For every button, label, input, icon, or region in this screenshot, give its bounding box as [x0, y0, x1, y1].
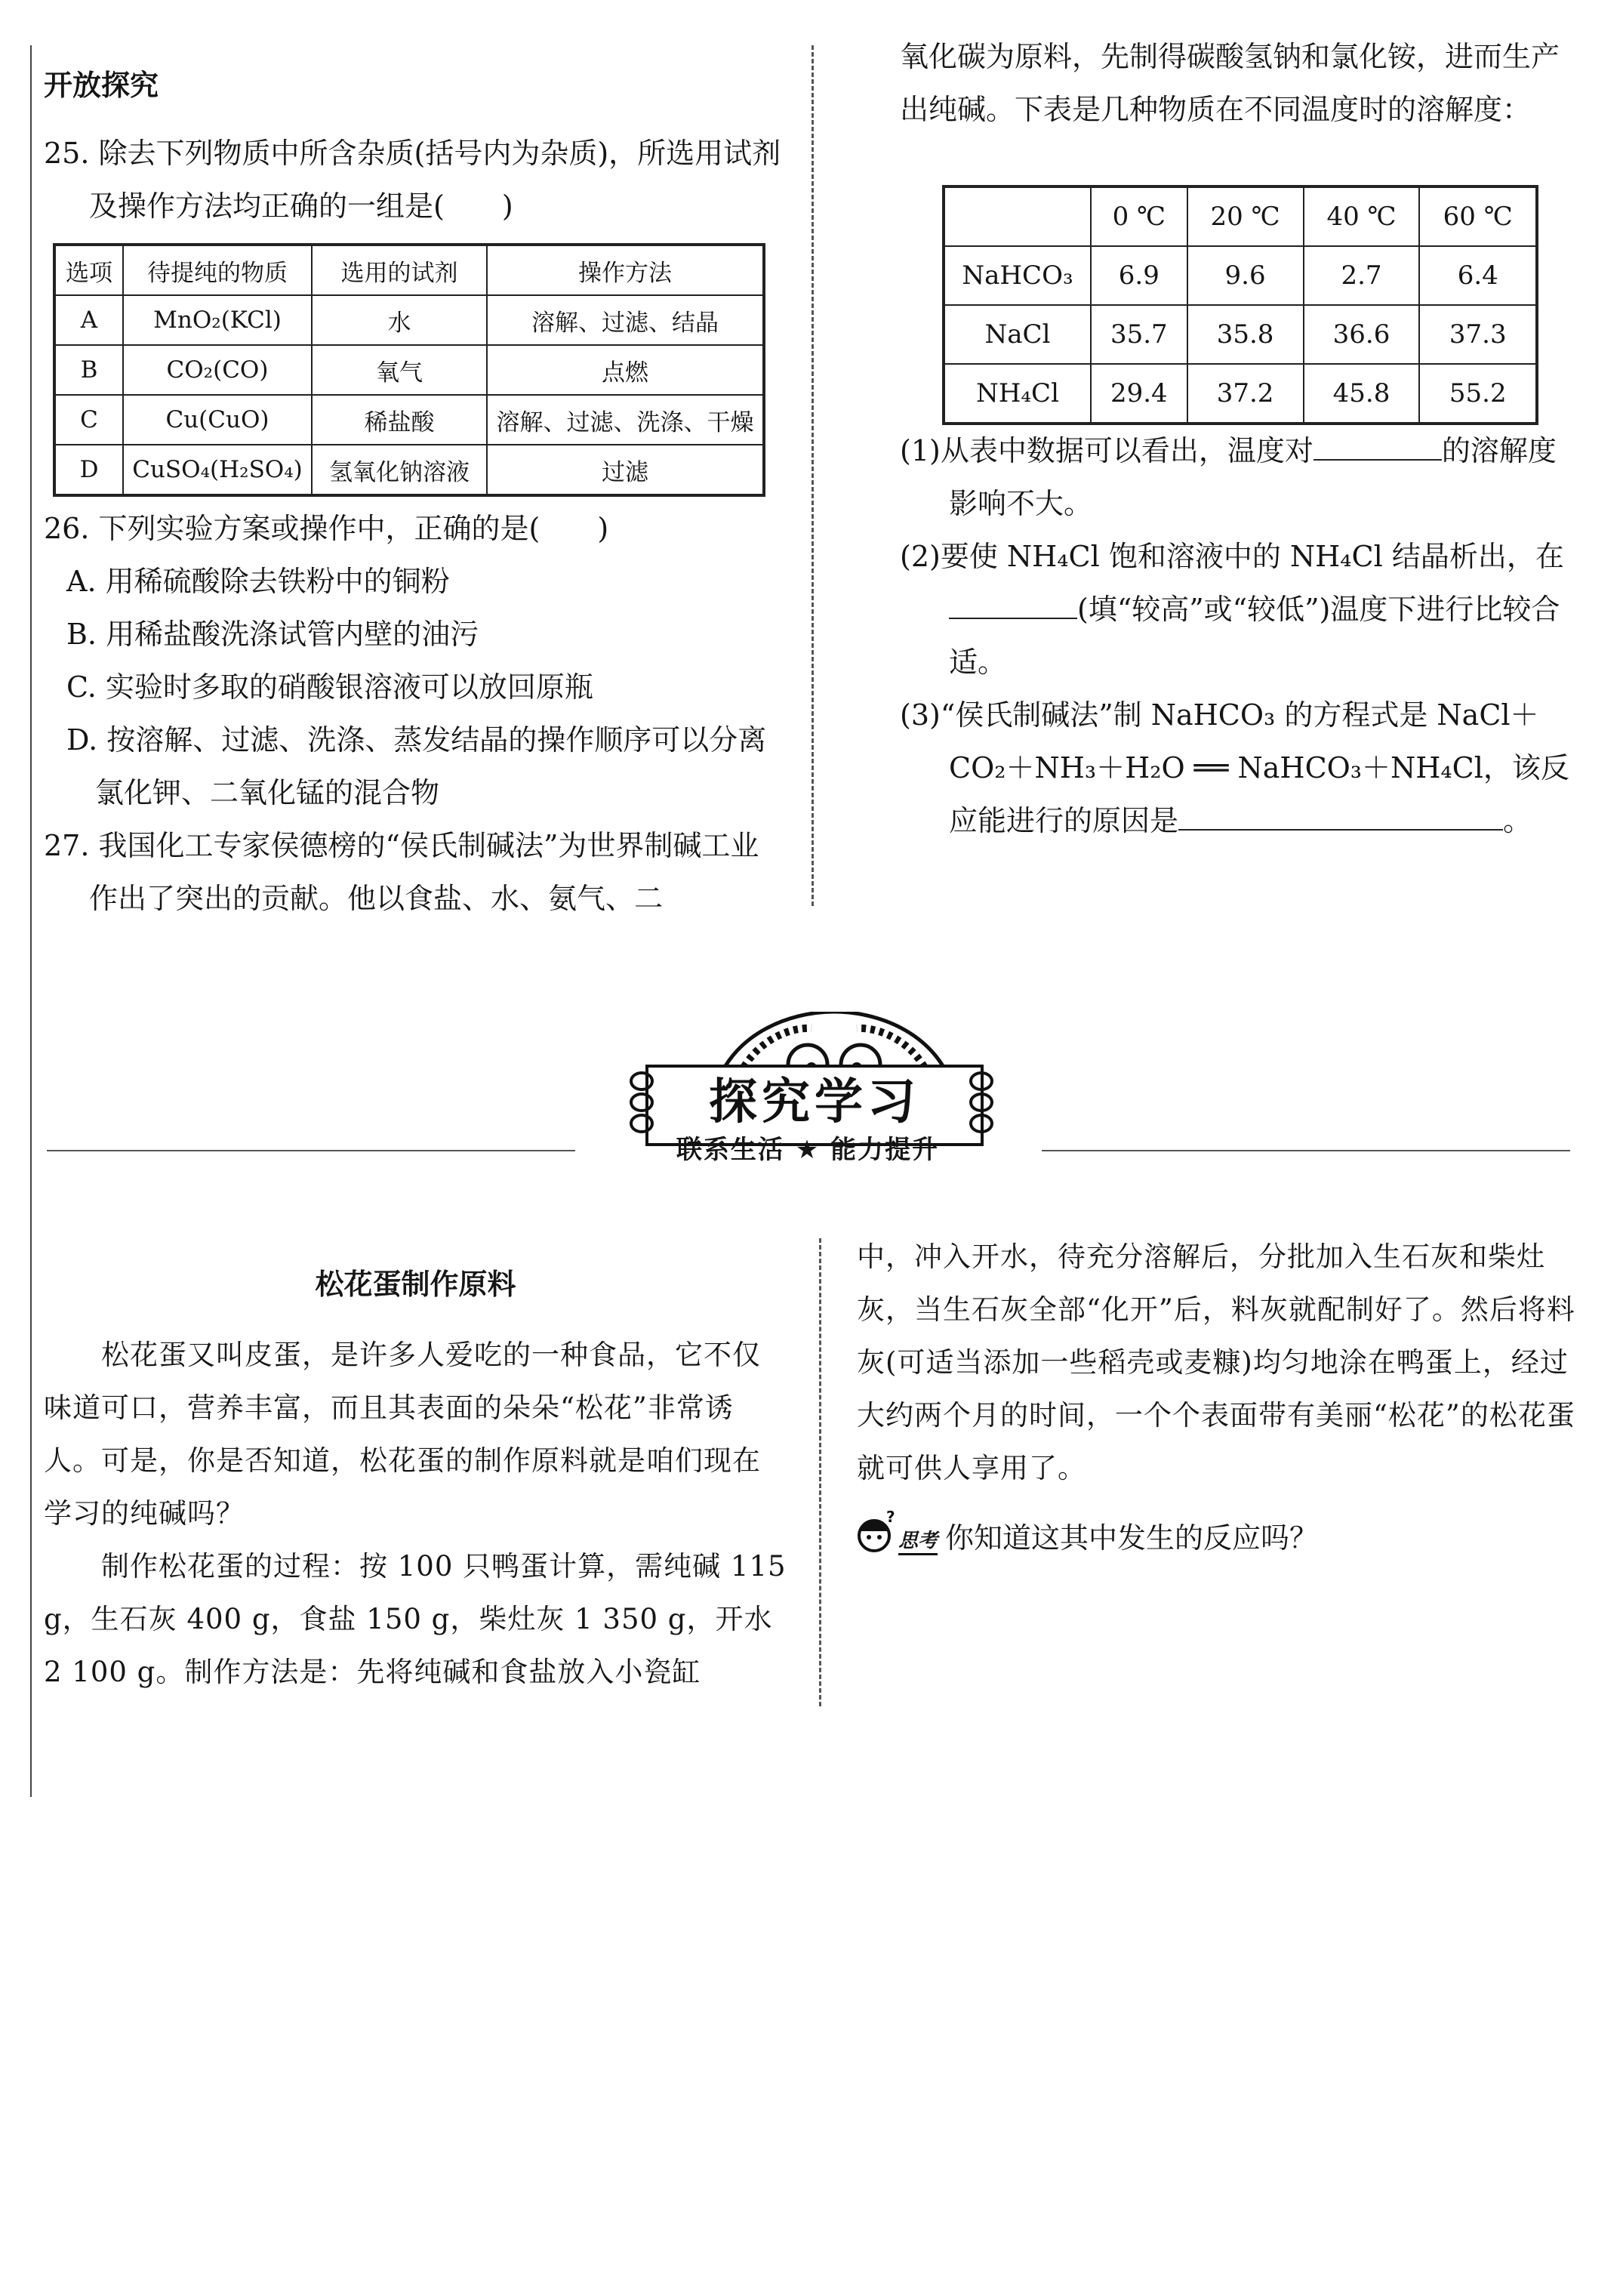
- table-header-cell: [944, 186, 1091, 246]
- table-header-cell: 操作方法: [487, 245, 764, 295]
- table-cell: MnO₂(KCl): [123, 295, 312, 345]
- table-cell: 氢氧化钠溶液: [312, 445, 487, 495]
- table-cell: 55.2: [1419, 364, 1537, 424]
- question-27-stem-right: 氧化碳为原料，先制得碳酸氢钠和氯化铵，进而生产出纯碱。下表是几种物质在不同温度时的溶解度：: [900, 40, 1560, 126]
- table-row: [54, 445, 764, 495]
- table-cell: CO₂(CO): [123, 345, 312, 395]
- option-c: C. 实验时多取的硝酸银溶液可以放回原瓶: [66, 670, 593, 704]
- banner-title: 探究学习: [709, 1074, 920, 1130]
- table-header-cell: 0 ℃: [1091, 186, 1187, 246]
- table-header-cell: 60 ℃: [1419, 186, 1537, 246]
- think-prompt: [853, 1502, 1593, 1570]
- option-d: D. 按溶解、过滤、洗涤、蒸发结晶的操作顺序可以分离氯化钾、二氧化锰的混合物: [66, 723, 767, 809]
- question-25-stem: 25. 除去下列物质中所含杂质(括号内为杂质)，所选用试剂及操作方法均正确的一组是( ): [44, 137, 781, 223]
- part-1-text-a: (1)从表中数据可以看出，温度对: [900, 434, 1313, 467]
- table-header-cell: 选项: [54, 245, 123, 295]
- section-title: 开放探究: [44, 69, 159, 102]
- table-cell: 6.4: [1419, 246, 1537, 305]
- option-b: B. 用稀盐酸洗涤试管内壁的油污: [66, 618, 479, 651]
- option-a: A. 用稀硫酸除去铁粉中的铜粉: [66, 565, 450, 598]
- table-cell: 37.2: [1187, 364, 1304, 424]
- table-row: [944, 305, 1537, 364]
- table-cell: B: [54, 345, 123, 395]
- part-2-text-a: (2)要使 NH₄Cl 饱和溶液中的 NH₄Cl 结晶析出，在: [900, 540, 1564, 573]
- table-cell: NaCl: [944, 305, 1091, 364]
- table-row: [944, 246, 1537, 305]
- divider-line-right: [1042, 1150, 1570, 1151]
- table-cell: NH₄Cl: [944, 364, 1091, 424]
- table-cell: NaHCO₃: [944, 246, 1091, 305]
- table-cell: 35.8: [1187, 305, 1304, 364]
- think-label: 思考: [898, 1525, 938, 1555]
- part-1: [900, 424, 1583, 530]
- table-cell: 水: [312, 295, 487, 345]
- table-row: [944, 364, 1537, 424]
- part-3-text-a: (3)“侯氏制碱法”制 NaHCO₃ 的方程式是 NaCl＋CO₂＋NH₃＋H₂O ══ NaHCO₃＋NH₄Cl，该反应能进行的原因是: [900, 698, 1569, 837]
- banner-subtitle: 联系生活 ★ 能力提升: [676, 1135, 940, 1165]
- answer-blank[interactable]: [1313, 430, 1442, 461]
- reading-paragraph-1: 松花蛋又叫皮蛋，是许多人爱吃的一种食品，它不仅味道可口，营养丰富，而且其表面的朵朵“松花”非常诱人。可是，你是否知道，松花蛋的制作原料就是咱们现在学习的纯碱吗？: [44, 1339, 761, 1530]
- table-row: [54, 345, 764, 395]
- table-cell: C: [54, 395, 123, 445]
- reading-right-column: [857, 1231, 1585, 1495]
- question-27-continued: [900, 30, 1579, 136]
- table-cell: 稀盐酸: [312, 395, 487, 445]
- table-cell: 6.9: [1091, 246, 1187, 305]
- table-header-cell: 20 ℃: [1187, 186, 1304, 246]
- part-3: [900, 689, 1583, 847]
- question-26: [44, 502, 787, 925]
- table-header-cell: 选用的试剂: [312, 245, 487, 295]
- think-question: 你知道这其中发生的反应吗？: [945, 1521, 1319, 1555]
- table-cell: 2.7: [1304, 246, 1420, 305]
- question-27-stem-left: 27. 我国化工专家侯德榜的“侯氏制碱法”为世界制碱工业作出了突出的贡献。他以食盐、水、氨气、二: [44, 829, 759, 915]
- reading-left-column: [44, 1329, 787, 1699]
- table-cell: CuSO₄(H₂SO₄): [123, 445, 312, 495]
- question-25: [44, 127, 787, 233]
- table-cell: A: [54, 295, 123, 345]
- question-26-stem: 26. 下列实验方案或操作中，正确的是( ): [44, 512, 609, 545]
- part-3-text-b: 。: [1503, 804, 1532, 837]
- part-2-text-b: (填“较高”或“较低”)温度下进行比较合适。: [949, 593, 1560, 679]
- table-header-cell: 待提纯的物质: [123, 245, 312, 295]
- table-cell: D: [54, 445, 123, 495]
- thinking-face-icon: [853, 1510, 898, 1555]
- table-row: [54, 395, 764, 445]
- table-header-row: [54, 245, 764, 295]
- table-cell: 9.6: [1187, 246, 1304, 305]
- answer-blank[interactable]: [1178, 800, 1503, 831]
- table-header-row: [944, 186, 1537, 246]
- solubility-table: [942, 185, 1538, 425]
- table-cell: Cu(CuO): [123, 395, 312, 445]
- svg-text:?: ?: [886, 1510, 895, 1526]
- reading-paragraph-2: 制作松花蛋的过程：按 100 只鸭蛋计算，需纯碱 115 g，生石灰 400 g，食盐 150 g，柴灶灰 1 350 g，开水 2 100 g。制作方法是：先将纯碱和食盐放入小瓷缸: [44, 1550, 787, 1688]
- table-header-cell: 40 ℃: [1304, 186, 1420, 246]
- column-divider-top: [812, 45, 814, 906]
- divider-line-left: [47, 1150, 575, 1151]
- table-cell: 溶解、过滤、洗涤、干燥: [487, 395, 764, 445]
- table-cell: 36.6: [1304, 305, 1420, 364]
- reading-title: 松花蛋制作原料: [315, 1268, 516, 1301]
- table-cell: 35.7: [1091, 305, 1187, 364]
- table-cell: 45.8: [1304, 364, 1420, 424]
- table-cell: 29.4: [1091, 364, 1187, 424]
- table-cell: 点燃: [487, 345, 764, 395]
- table-cell: 溶解、过滤、结晶: [487, 295, 764, 345]
- reading-paragraph-3: 中，冲入开水，待充分溶解后，分批加入生石灰和柴灶灰，当生石灰全部“化开”后，料灰就配制好了。然后将料灰(可适当添加一些稻壳或麦糠)均匀地涂在鸭蛋上，经过大约两个月的时间，一个个表面带有美丽“松花”的松花蛋就可供人享用了。: [857, 1240, 1575, 1484]
- impurity-table: [53, 243, 765, 497]
- question-27-parts: [900, 424, 1583, 847]
- table-cell: 37.3: [1419, 305, 1537, 364]
- table-cell: 过滤: [487, 445, 764, 495]
- table-row: [54, 295, 764, 345]
- table-cell: 氧气: [312, 345, 487, 395]
- part-1-text-b: 的溶解度影响不大。: [949, 434, 1557, 520]
- answer-blank[interactable]: [949, 589, 1077, 619]
- part-2: [900, 530, 1583, 689]
- page-edge-line: [30, 45, 32, 1797]
- column-divider-bottom: [819, 1238, 821, 1706]
